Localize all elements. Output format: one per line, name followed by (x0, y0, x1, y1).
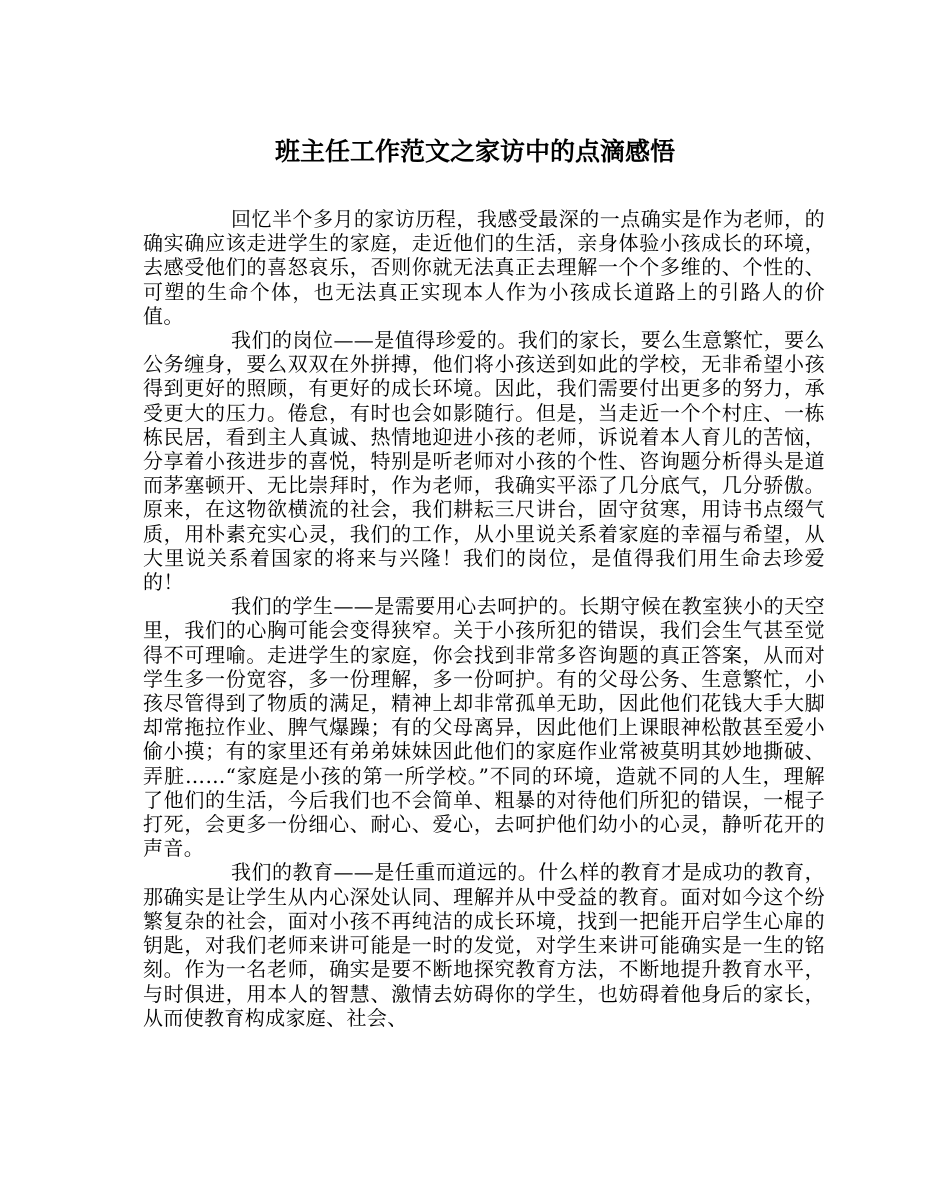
document-body (143, 207, 825, 1030)
document-title: 班主任工作范文之家访中的点滴感悟 (274, 137, 675, 166)
paragraph-our-education: 我们的教育——是任重而道远的。什么样的教育才是成功的教育，那确实是让学生从内心深处认同、理解并从中受益的教育。面对如今这个纷繁复杂的社会，面对小孩不再纯洁的成长环境，找到一把能开启学生心扉的钥匙，对我们老师来讲可能是一时的发觉，对学生来讲可能确实是一生的铭刻。作为一名老师，确实是要不断地探究教育方法，不断地提升教育水平，与时俱进，用本人的智慧、激情去妨碍你的学生，也妨碍着他身后的家长，从而使教育构成家庭、社会、 (143, 860, 825, 1030)
paragraph-recollection: 回忆半个多月的家访历程，我感受最深的一点确实是作为老师，的确实确应该走进学生的家庭，走近他们的生活，亲身体验小孩成长的环境，去感受他们的喜怒哀乐，否则你就无法真正去理解一个个多维的、个性的、可塑的生命个体，也无法真正实现本人作为小孩成长道路上的引路人的价值。 (143, 207, 825, 328)
paragraph-our-students: 我们的学生——是需要用心去呵护的。长期守候在教室狭小的天空里，我们的心胸可能会变得狭窄。关于小孩所犯的错误，我们会生气甚至觉得不可理喻。走进学生的家庭，你会找到非常多咨询题的真正答案，从而对学生多一份宽容，多一份理解，多一份呵护。有的父母公务、生意繁忙，小孩尽管得到了物质的满足，精神上却非常孤单无助，因此他们花钱大手大脚却常拖拉作业、脾气爆躁；有的父母离异，因此他们上课眼神松散甚至爱小偷小摸；有的家里还有弟弟妹妹因此他们的家庭作业常被莫明其妙地撕破、弄脏……“家庭是小孩的第一所学校。”不同的环境，造就不同的人生，理解了他们的生活，今后我们也不会简单、粗暴的对待他们所犯的错误，一棍子打死，会更多一份细心、耐心、爱心，去呵护他们幼小的心灵，静听花开的声音。 (143, 594, 825, 861)
paragraph-our-post: 我们的岗位——是值得珍爱的。我们的家长，要么生意繁忙，要么公务缠身，要么双双在外拼搏，他们将小孩送到如此的学校，无非希望小孩得到更好的照顾，有更好的成长环境。因此，我们需要付出更多的努力，承受更大的压力。倦怠，有时也会如影随行。但是，当走近一个个村庄、一栋栋民居，看到主人真诚、热情地迎进小孩的老师，诉说着本人育儿的苦恼，分享着小孩进步的喜悦，特别是听老师对小孩的个性、咨询题分析得头是道而茅塞顿开、无比崇拜时，作为老师，我确实平添了几分底气，几分骄傲。原来，在这物欲横流的社会，我们耕耘三尺讲台，固守贫寒，用诗书点缀气质，用朴素充实心灵，我们的工作，从小里说关系着家庭的幸福与希望，从大里说关系着国家的将来与兴隆！我们的岗位，是值得我们用生命去珍爱的！ (143, 328, 825, 595)
